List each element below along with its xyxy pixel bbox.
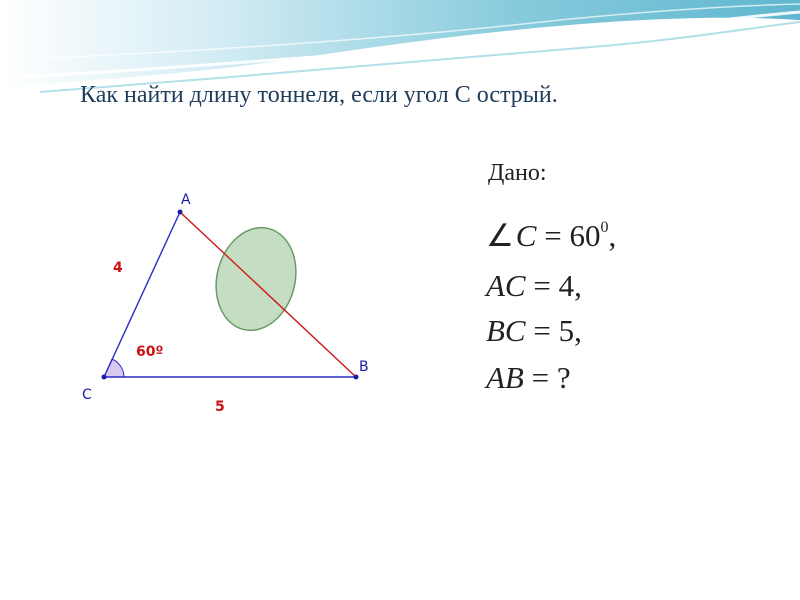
angle-c-label: 60º (136, 344, 164, 360)
slide-title: Как найти длину тоннеля, если угол С острый. (80, 82, 558, 108)
angle-c-arc (104, 359, 124, 377)
given-ab: AB = ? (486, 360, 571, 395)
point-a-label: A (181, 192, 191, 208)
point-b-label: B (359, 359, 369, 375)
point-a (178, 210, 183, 215)
given-angle-c: ∠C = $60^0$, (486, 218, 617, 253)
given-bc: BC = 5, (486, 313, 582, 348)
tunnel-obstacle-ellipse (206, 219, 307, 339)
side-ac-length-label: 4 (113, 260, 123, 276)
point-c-label: C (82, 387, 92, 403)
given-heading: Дано: (488, 160, 547, 186)
given-ac: AC = 4, (486, 268, 582, 303)
side-cb-length-label: 5 (215, 399, 225, 415)
point-c (102, 375, 107, 380)
angle-symbol: ∠ (486, 218, 514, 253)
point-b (354, 375, 359, 380)
